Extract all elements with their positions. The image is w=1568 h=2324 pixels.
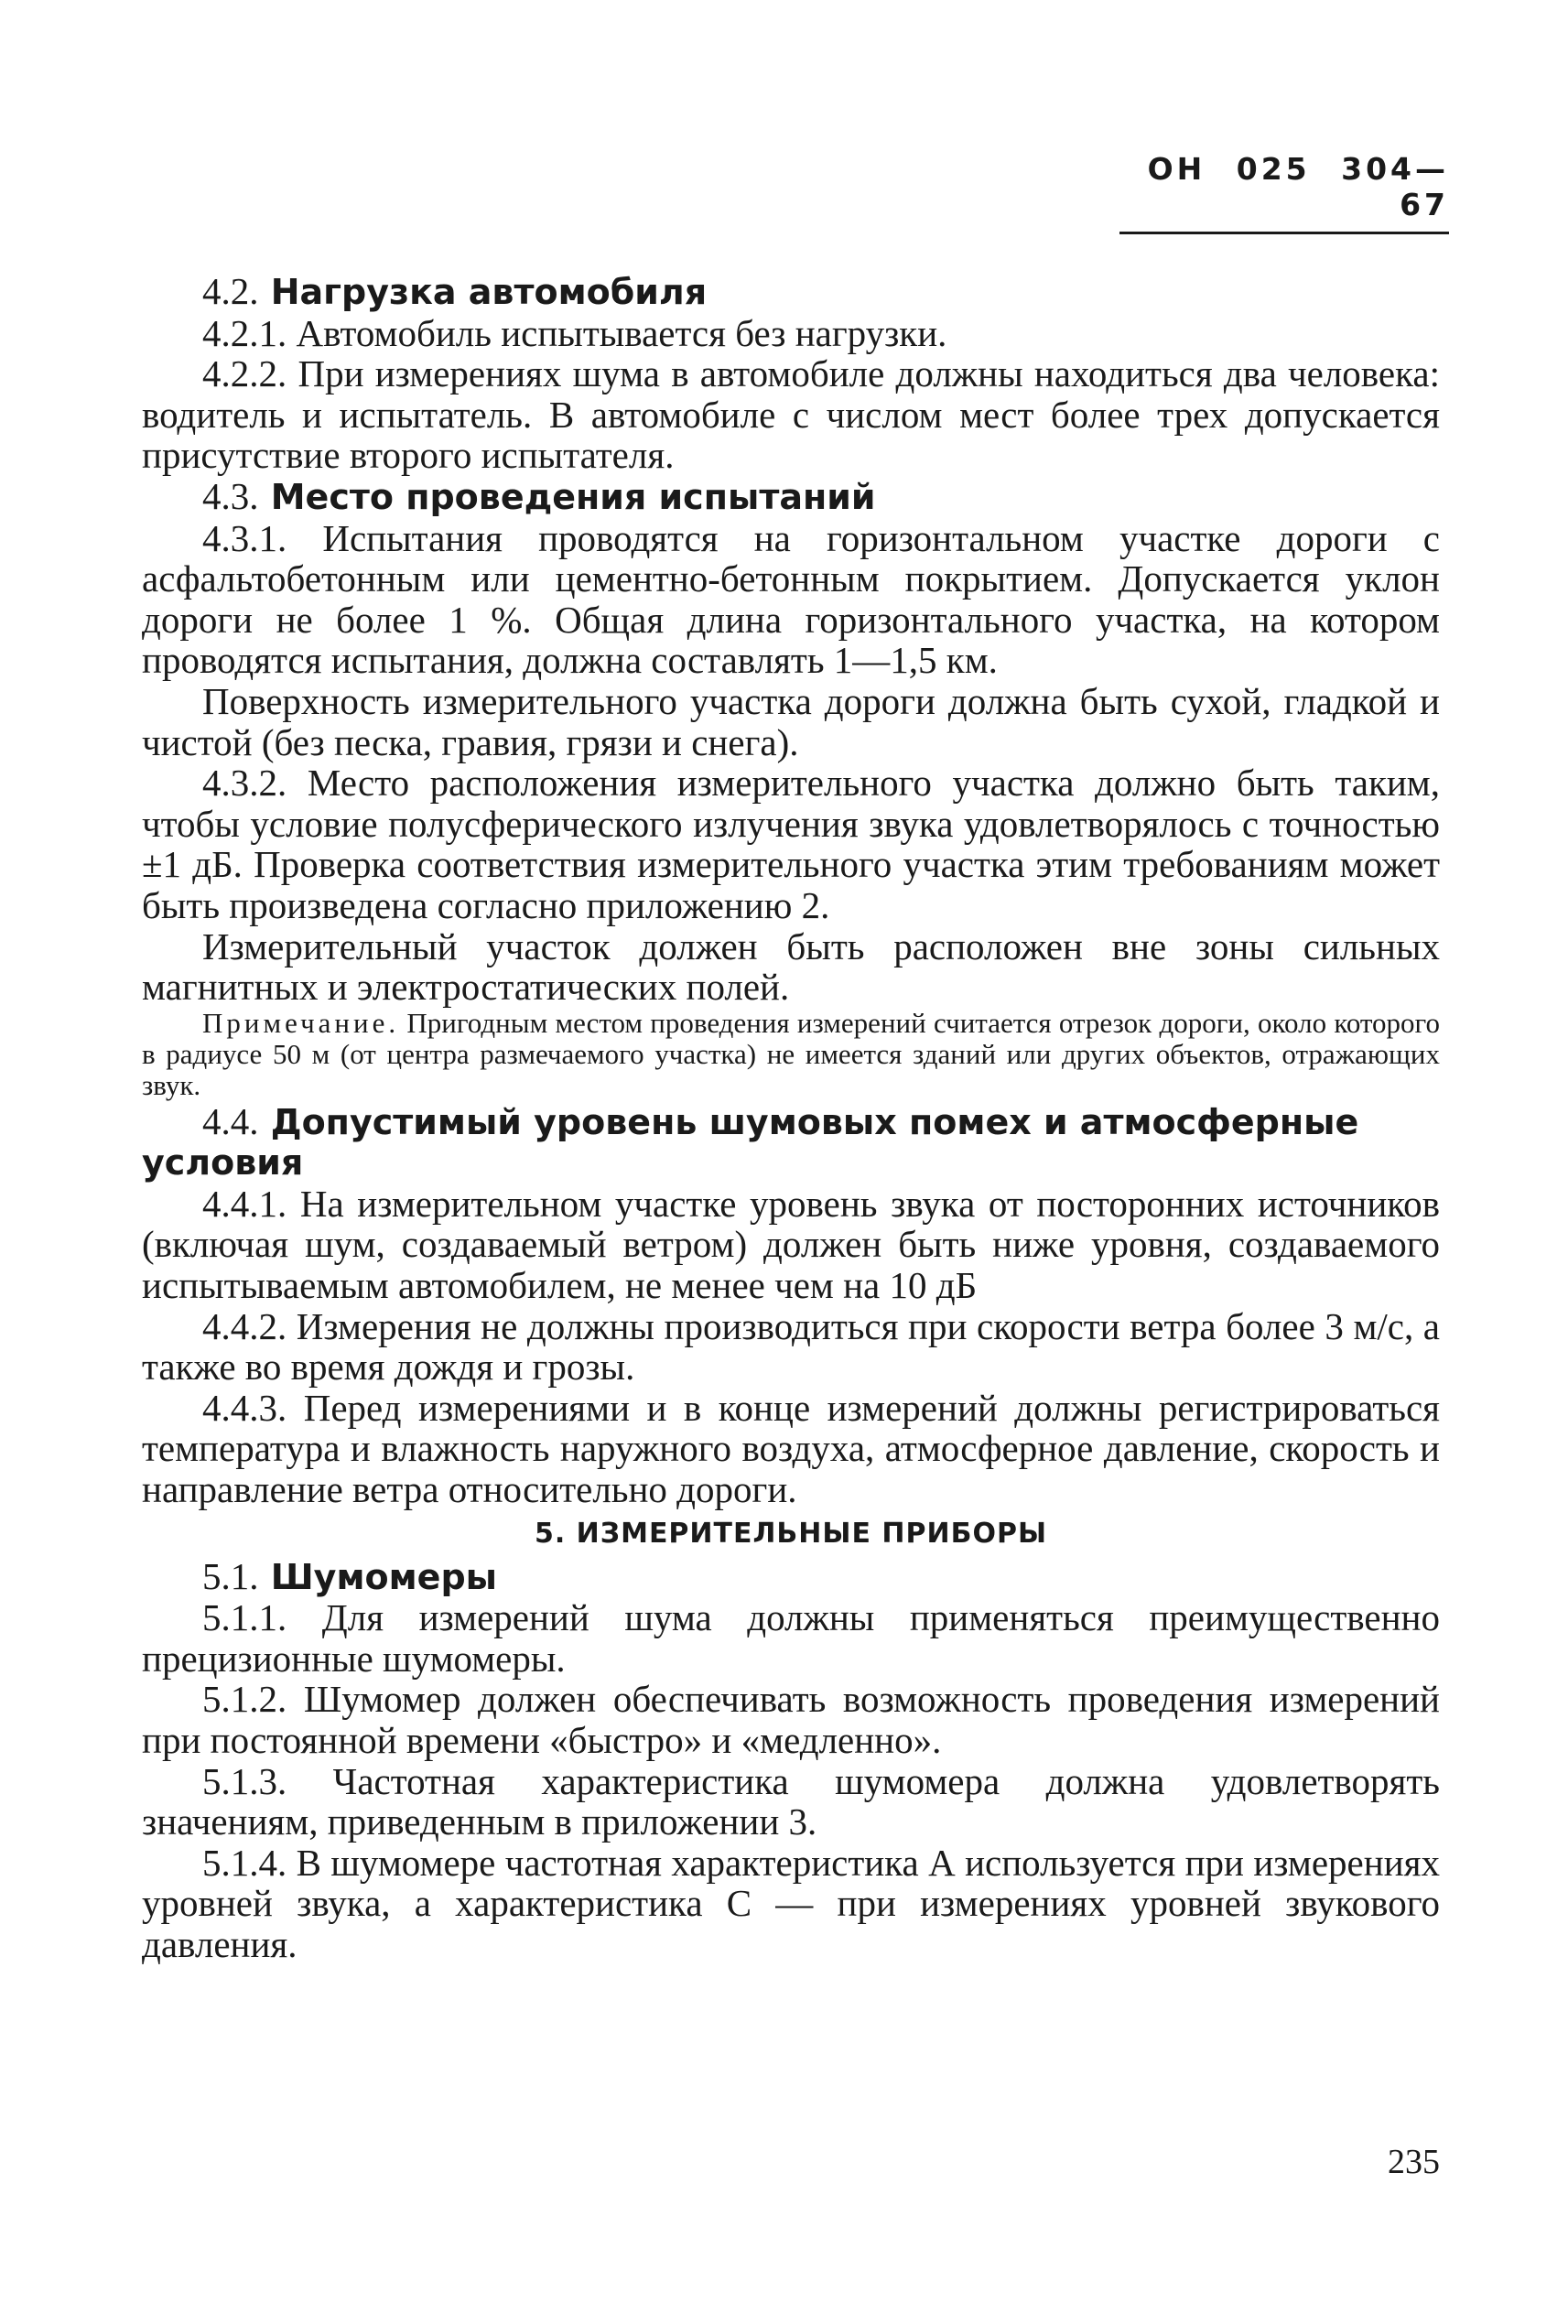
subsection-number: 4.3. [202, 474, 259, 517]
paragraph-4-4-1: 4.4.1. На измерительном участке уровень звука от посторонних источников (включая шум, создаваемый ветром) должен быть ниже уровня, создаваемого испытываемым автомобилем, не менее чем на 10 дБ [142, 1182, 1440, 1307]
subsection-title: Шумомеры [270, 1556, 498, 1597]
paragraph-5-1-2: 5.1.2. Шумомер должен обеспечивать возможность проведения измерений при постоянной времени «быстро» и «медленно». [142, 1678, 1440, 1761]
paragraph-surface: Поверхность измерительного участка дороги должна быть сухой, гладкой и чистой (без песка, гравия, грязи и снега). [142, 679, 1440, 763]
paragraph-5-1-4: 5.1.4. В шумомере частотная характеристика А используется при измерениях уровней звука, а характеристика С — при измерениях уровней звукового давления. [142, 1841, 1440, 1965]
paragraph-4-4-3: 4.4.3. Перед измерениями и в конце измерений должны регистрироваться температура и влажность наружного воздуха, атмосферное давление, скорость и направление ветра относительно дороги. [142, 1386, 1440, 1511]
paragraph-5-1-1: 5.1.1. Для измерений шума должны применяться преимущественно прецизионные шумомеры. [142, 1596, 1440, 1680]
paragraph-5-1-3: 5.1.3. Частотная характеристика шумомера должна удовлетворять значениям, приведенным в приложении 3. [142, 1759, 1440, 1843]
paragraph-4-3-1: 4.3.1. Испытания проводятся на горизонтальном участке дороги с асфальтобетонным или цементно-бетонным покрытием. Допускается уклон дороги не более 1 %. Общая длина горизонтального участка, на котором проводятся испытания, должна составлять 1—1,5 км. [142, 516, 1440, 682]
note-label: Примечание. [202, 1006, 400, 1039]
subsection-number: 5.1. [202, 1554, 259, 1597]
subsection-heading-4-4 [142, 1101, 1440, 1184]
paragraph-4-2-2: 4.2.2. При измерениях шума в автомобиле должны находиться два человека: водитель и испытатель. В автомобиле с числом мест более трех допускается присутствие второго испытателя. [142, 352, 1440, 477]
subsection-heading-5-1 [142, 1556, 1440, 1598]
paragraph-4-4-2: 4.4.2. Измерения не должны производиться при скорости ветра более 3 м/с, а также во время дождя и грозы. [142, 1304, 1440, 1389]
note-text: Пригодным местом проведения измерений считается отрезок дороги, около которого в радиусе 50 м (от центра размечаемого участка) не имеется зданий или других объектов, отражающих звук. [142, 1006, 1440, 1101]
paragraph-4-3-2: 4.3.2. Место расположения измерительного участка должно быть таким, чтобы условие полусферического излучения звука удовлетворялось с точностью ±1 дБ. Проверка соответствия измерительного участка этим требованиям может быть произведена согласно приложению 2. [142, 762, 1440, 926]
subsection-heading-4-3 [142, 476, 1440, 518]
subsection-heading-4-2 [142, 271, 1440, 313]
page-number: 235 [1388, 2143, 1440, 2181]
paragraph-zone: Измерительный участок должен быть расположен вне зоны сильных магнитных и электростатических полей. [142, 924, 1440, 1009]
document-body [142, 271, 1440, 1965]
subsection-title: Допустимый уровень шумовых помех и атмосферные условия [142, 1101, 1359, 1184]
subsection-number: 4.4. [202, 1099, 259, 1142]
note [142, 1008, 1440, 1101]
subsection-number: 4.2. [202, 270, 259, 312]
paragraph-4-2-1: 4.2.1. Автомобиль испытывается без нагрузки. [202, 311, 947, 354]
section-heading-5: 5. ИЗМЕРИТЕЛЬНЫЕ ПРИБОРЫ [534, 1517, 1048, 1550]
subsection-title: Нагрузка автомобиля [270, 272, 708, 312]
subsection-title: Место проведения испытаний [270, 476, 876, 517]
document-code-header: ОН 025 304—67 [1119, 151, 1449, 234]
